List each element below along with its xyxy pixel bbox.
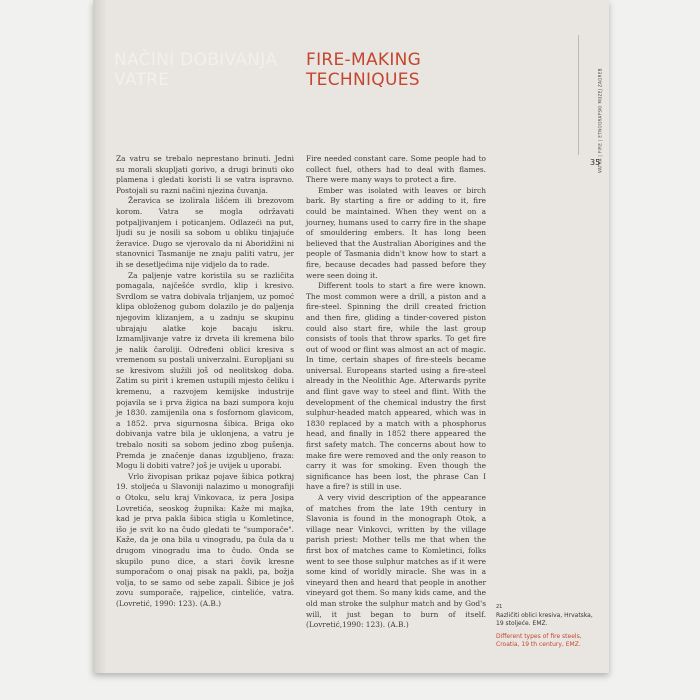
heading-english-line2: TECHNIQUES (306, 70, 420, 90)
side-label: VATRA | FIRE | ETNOGRAFSKI MUZEJ ZAGREB (597, 68, 603, 173)
english-paragraph-4: A very vivid description of the appearance of matches from the late 19th century in Slavonia is found in the monograph Otok, a village near Vinkovci, written by the village parish priest: Mother tells me that when the first box of matches came to Komletinci, folks went to see those sulphur matches as if it were some kind of worldly miracle. She was in a vineyard then and heard that people in another vineyard got them. So many kids came, and the old man stroke the sulphur match and by God's will, it just began to burn of itself. (Lovretić,1990: 123). (A.B.) (306, 493, 486, 630)
heading-croatian-line1: NAČINI DOBIVANJA (114, 50, 278, 70)
heading-english (306, 50, 421, 90)
figure-caption (496, 603, 601, 650)
margin-rule (578, 35, 579, 155)
caption-number: 21 (496, 604, 503, 610)
heading-croatian-line2: VATRE (114, 70, 170, 90)
page-number: 35 (590, 158, 601, 167)
heading-english-line1: FIRE-MAKING (306, 50, 422, 70)
english-paragraph-1: Fire needed constant care. Some people had to collect fuel, others had to deal with flames. There were many ways to protect a fire. (306, 154, 486, 185)
croatian-text-column (116, 154, 294, 610)
caption-croatian: Različiti oblici kresiva, Hrvatska, 19 stoljeće. EMZ. (496, 611, 593, 627)
croatian-paragraph-2: Žeravica se izolirala lišćem ili brezovom korom. Vatra se mogla održavati potpaljivanjem i poticanjem. Odlazeći na put, ljudi su je nosili sa sobom u obliku tinjajuće žeravice. Dugo se vjerovalo da ni Aboridžini ni stanovnici Tasmanije ne znaju paliti vatru, jer ih se desetljećima nije vidjelo da to rade. (116, 196, 294, 269)
english-paragraph-2: Ember was isolated with leaves or birch bark. By starting a fire or adding to it, fire could be maintained. When they went on a journey, humans used to carry fire in the shape of smouldering embers. It has long been believed that the Australian Aborigines and the people of Tasmania didn't know how to start a fire, because decades had passed before they were seen doing it. (306, 185, 486, 280)
english-paragraph-3: Different tools to start a fire were known. The most common were a drill, a piston and a fire-steel. Spinning the drill created friction and then fire, gliding a tinder-covered piston could also start fire, while the last group consists of tools that throw sparks. To get fire out of wood or flint was almost an act of magic. In time, certain shapes of fire-steels became universal. Europeans started using a fire-steel already in the Neolithic Age. Afterwards pyrite and flint gave way to steel and flint. With the development of the chemical industry the first sulphur-headed match appeared, which was in 1830 replaced by a match with a phosphorus head, and finally in 1852 there appeared the first safety match. The concerns about how to make fire were removed and the only reason to carry it was for smoking. Even though the significance has been lost, the phrase Can I have a fire? is still in use. (306, 281, 486, 492)
croatian-paragraph-1: Za vatru se trebalo neprestano brinuti. Jedni su morali skupljati gorivo, a drugi brinuti oko plamena i gledati koristi li se vatra ispravno. Postojali su razni načini njezina čuvanja. (116, 154, 294, 195)
caption-english: Different types of fire steels, Croatia, 19 th century, EMZ. (496, 632, 582, 648)
croatian-paragraph-3: Za paljenje vatre koristila su se različita pomagala, najčešće svrdlo, klip i kresivo. Svrdlom se vatra dobivala trljanjem, uz pomoć klipa obloženog gubom dolazilo je do paljenja njegovim klizanjem, a u zadnju se skupinu ubrajaju alatke koje bacaju iskru. Izmamljivanje vatre iz drveta ili kremena bilo je nalik čaroliji. Određeni oblici kresiva s vremenom su postali univerzalni. Europljani su se kresivom služili još od neolitskog doba. Zatim su pirit i kremen ustupili mjesto čeliku i kremenu, a razvojem kemijske industrije pojavila se i prva žigica na bazi sumpora koju je 1830. zamijenila ona s fosfornom glavicom, a 1852. prva sigurnosna šibica. Briga oko dobivanja vatre bila je uklonjena, a vatru je trebalo nositi sa sobom jedino zbog pušenja. Premda je značenje danas izgubljeno, fraza: Mogu li dobiti vatre? još je uvijek u uporabi. (116, 270, 294, 471)
heading-croatian (114, 50, 277, 90)
croatian-paragraph-4: Vrlo živopisan prikaz pojave šibica potkraj 19. stoljeća u Slavoniji nalazimo u monografiji o Otoku, selu kraj Vinkovaca, iz pera Josipa Lovretića, seoskog župnika: Kaže mi majka, kad je prva pakla šibica stigla u Komletince, išo je svit ko na čudo gledati te "sumporače". Kaže, da je ona bila u vinogradu, pa čula da u drugom vinogradu ima to čudo. Onda se skupilo puno dice, a stari čovik kresne sumporačom o onaj pisak na pakli, pa, božja volja, to se samo od sebe zapali. Šibice je još zovu sumporače, rajpelice, cinteliće, vatra. (Lovretić, 1990: 123). (A.B.) (116, 471, 294, 608)
english-text-column (306, 154, 486, 631)
